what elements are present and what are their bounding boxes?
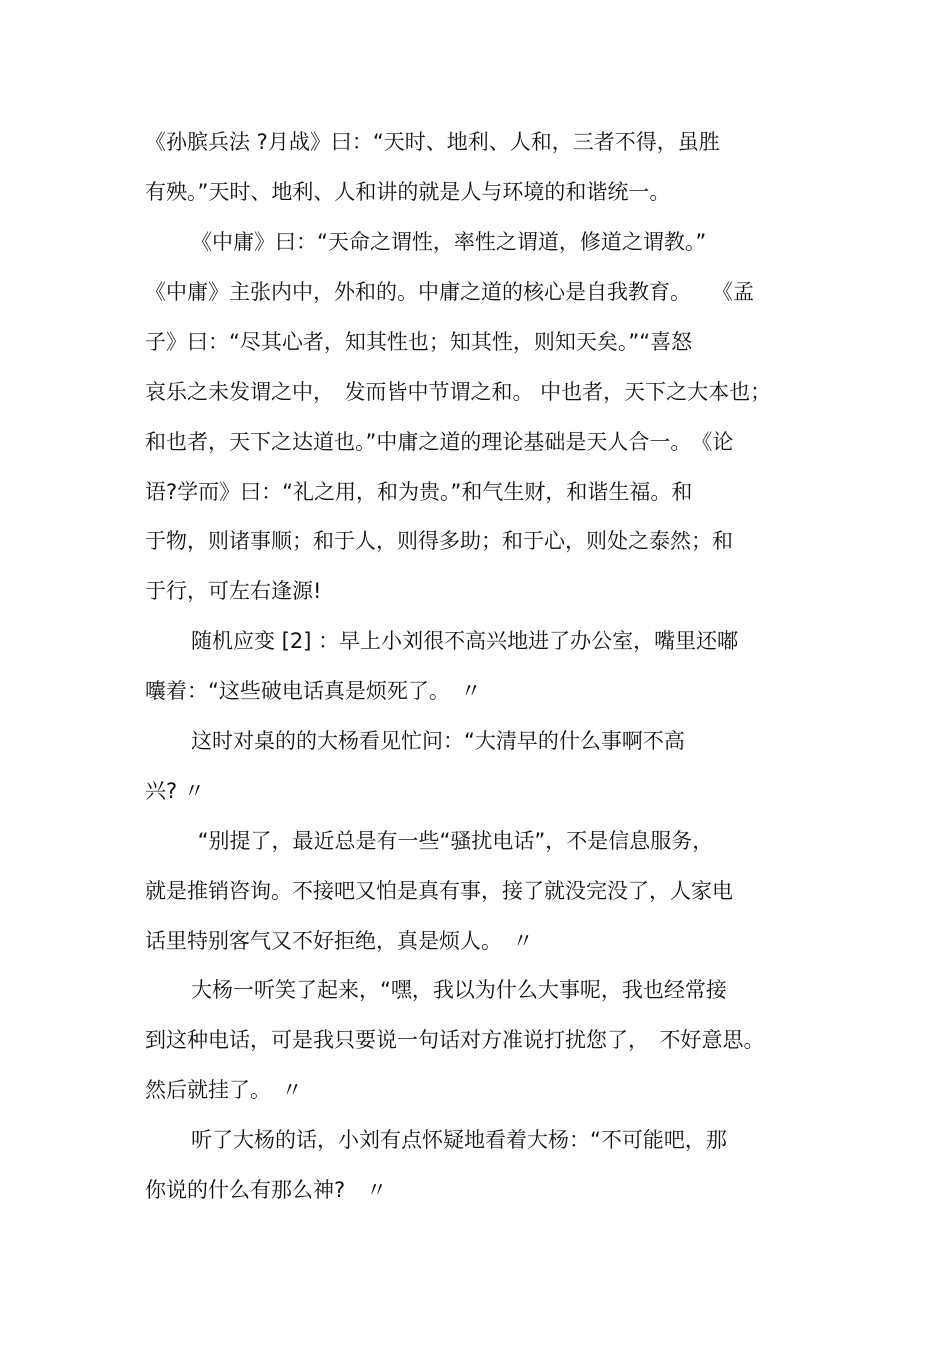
text-line: 语?学而》曰：“礼之用，和为贵。”和气生财，和谐生福。和	[145, 480, 693, 504]
text-line: 就是推销咨询。不接吧又怕是真有事，接了就没完没了，人家电	[145, 879, 733, 903]
text-line: 和也者，天下之达道也。”中庸之道的理论基础是天人合一。 《论	[145, 430, 734, 454]
text-line: 囔着：“这些破电话真是烦死了。 〃	[145, 679, 482, 703]
text-line: 子》曰：“尽其心者，知其性也；知其性，则知天矣。”“喜怒	[145, 330, 693, 354]
text-line: 随机应变 [2] ：早上小刘很不高兴地进了办公室，嘴里还嘟	[191, 629, 739, 653]
text-line: 于物，则诸事顺；和于人，则得多助；和于心，则处之泰然；和	[145, 529, 733, 553]
text-line: 然后就挂了。 〃	[145, 1078, 303, 1102]
text-line: 哀乐之未发谓之中， 发而皆中节谓之和。 中也者，天下之大本也；	[145, 380, 772, 404]
text-line: 于行，可左右逢源!	[145, 579, 322, 603]
text-line: 听了大杨的话，小刘有点怀疑地看着大杨：“不可能吧，那	[191, 1128, 727, 1152]
text-line: 大杨一听笑了起来，“嘿，我以为什么大事呢，我也经常接	[191, 978, 727, 1002]
text-line: 《中庸》主张内中，外和的。中庸之道的核心是自我教育。 《孟	[145, 280, 754, 304]
text-line: 这时对桌的的大杨看见忙问：“大清早的什么事啊不高	[191, 729, 685, 753]
text-line: 《孙膑兵法 ?月战》曰：“天时、地利、人和，三者不得，虽胜	[145, 130, 720, 154]
text-line: 兴? 〃	[145, 779, 205, 803]
text-line: “别提了，最近总是有一些“骚扰电话”，不是信息服务，	[191, 829, 714, 853]
text-line: 你说的什么有那么神? 〃	[145, 1178, 388, 1202]
text-line: 话里特别客气又不好拒绝，真是烦人。 〃	[145, 929, 534, 953]
text-line: 到这种电话，可是我只要说一句话对方准说打扰您了， 不好意思。	[145, 1028, 765, 1052]
text-line: 有殃。”天时、地利、人和讲的就是人与环境的和谐统一。	[145, 180, 671, 204]
text-line: 《中庸》曰：“天命之谓性，率性之谓道，修道之谓教。”	[191, 230, 707, 254]
